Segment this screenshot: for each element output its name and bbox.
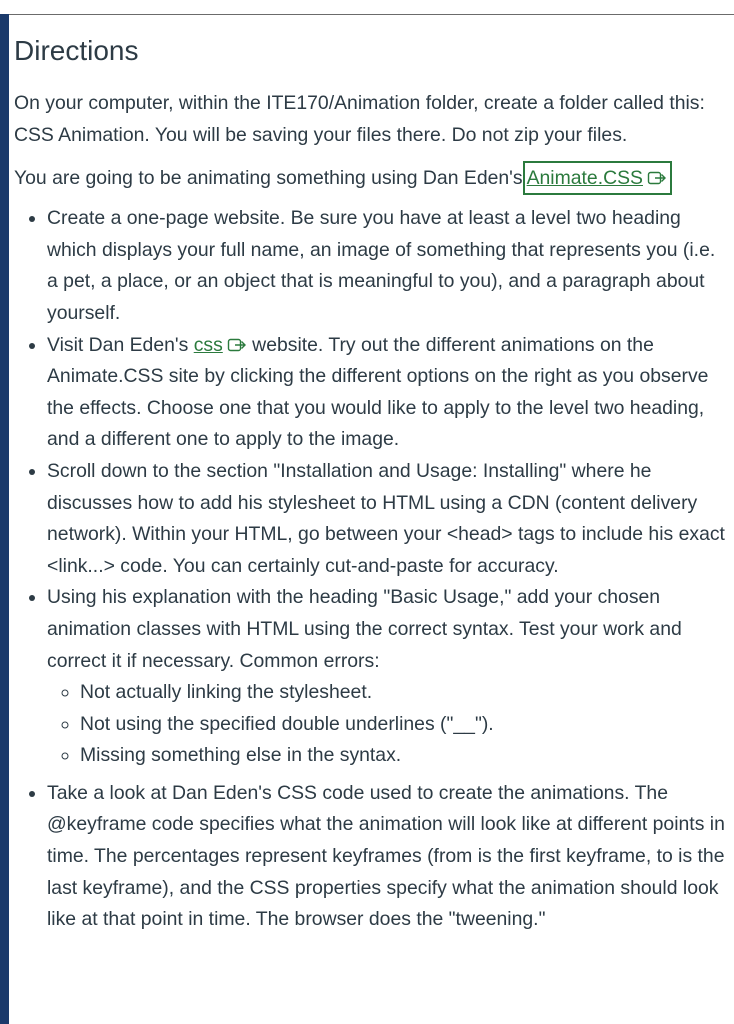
- list-item: • Create a one-page website. Be sure you have at least a level two heading which displays your full name, an image of something that represents you (i.e. a pet, a place, or an object that is meaningful to you), and a paragraph about yourself.: [47, 203, 730, 329]
- list-item: [47, 330, 730, 456]
- list-item: • Take a look at Dan Eden's CSS code used to create the animations. The @keyframe code specifies what the animation will look like at different points in time. The percentages represent keyframes (from is the first keyframe, to is the last keyframe), and the CSS properties specify what the animation should look like at that point in time. The browser does the "tweening.": [47, 778, 730, 936]
- page-title: Directions: [14, 35, 139, 66]
- left-accent-bar: [0, 14, 9, 1024]
- animate-css-paragraph: [14, 161, 730, 195]
- step4-text: Using his explanation with the heading "Basic Usage," add your chosen animation classes with HTML using the correct syntax. Test your work and correct it if necessary. Common errors:: [47, 586, 682, 672]
- step2-prefix: Visit Dan Eden's: [47, 333, 194, 356]
- animate-css-paragraph-text: You are going to be animating something using Dan Eden's: [14, 167, 523, 190]
- list-item: ◦ Not actually linking the stylesheet.: [80, 677, 730, 709]
- common-errors-list: [47, 677, 730, 772]
- external-link-icon: [647, 170, 667, 186]
- external-link-icon: [227, 337, 247, 353]
- steps-list: [14, 203, 730, 936]
- animate-css-link[interactable]: Animate.CSS: [526, 167, 643, 190]
- list-item: • Scroll down to the section "Installation and Usage: Installing" where he discusses how to add his stylesheet to HTML using a CDN (content delivery network). Within your HTML, go between your <head> tags to include his exact <link...> code. You can certainly cut-and-paste for accuracy.: [47, 456, 730, 582]
- list-item: ◦ Missing something else in the syntax.: [80, 740, 730, 772]
- css-link[interactable]: css: [193, 333, 223, 356]
- animate-css-link-focus[interactable]: [523, 161, 672, 195]
- list-item: [47, 582, 730, 772]
- step2-suffix: website. Try out the different animations on the Animate.CSS site by clicking the different options on the right as you observe the effects. Choose one that you would like to apply to the level two heading, and a different one to apply to the image.: [47, 333, 709, 451]
- intro-paragraph: On your computer, within the ITE170/Animation folder, create a folder called this: CSS Animation. You will be saving your files there. Do not zip your files.: [14, 92, 705, 146]
- list-item: ◦ Not using the specified double underlines ("__").: [80, 709, 730, 741]
- assignment-content: [14, 15, 730, 936]
